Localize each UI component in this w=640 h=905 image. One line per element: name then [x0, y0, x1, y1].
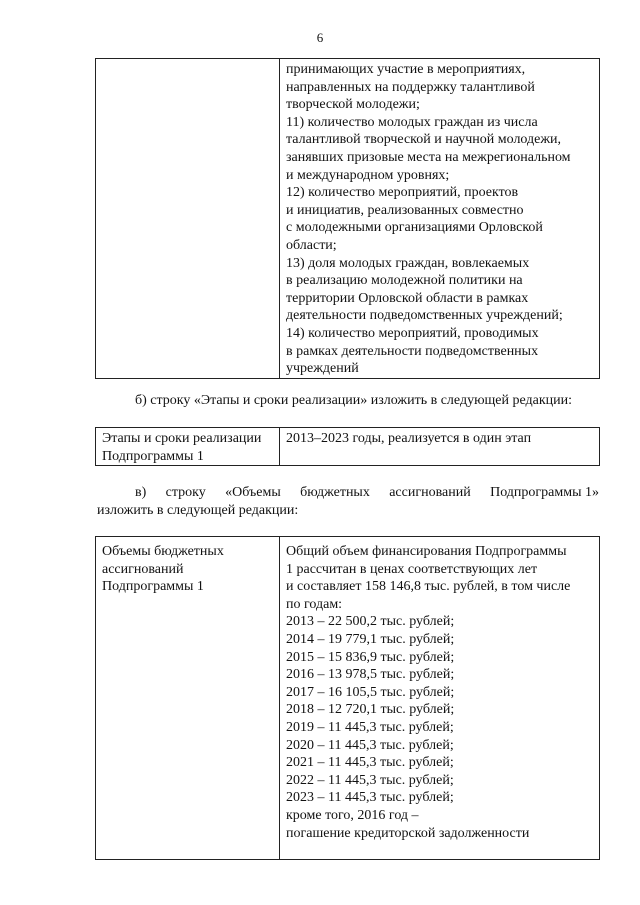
- word: в): [135, 485, 147, 500]
- text-line: 2014 – 19 779,1 тыс. рублей;: [286, 631, 455, 647]
- table2-right-cell: [280, 428, 600, 466]
- table3-right-text: [280, 541, 599, 842]
- stages-table: [95, 427, 600, 466]
- text-line: и инициатив, реализованных совместно: [286, 202, 524, 218]
- text-line: 12) количество мероприятий, проектов: [286, 185, 519, 201]
- table3-left-cell: [96, 537, 280, 860]
- table2-right-text: [280, 428, 599, 448]
- text-line: 2013–2023 годы, реализуется в один этап: [286, 431, 532, 446]
- table1-right-cell: [280, 59, 600, 379]
- text-line: Этапы и сроки реализации: [102, 431, 262, 446]
- table3-left-text: [96, 541, 279, 596]
- table3-right-cell: [280, 537, 600, 860]
- budget-table: [95, 536, 600, 860]
- text-line: 11) количество молодых граждан из числа: [286, 114, 538, 130]
- indicators-table: [95, 58, 600, 379]
- text-line: Подпрограммы 1: [102, 448, 204, 464]
- paragraph-v: [97, 484, 599, 520]
- paragraph-v-line1: [97, 484, 599, 502]
- text-line: 13) доля молодых граждан, вовлекаемых: [286, 255, 530, 271]
- word: «Объемы: [225, 485, 281, 500]
- text-line: 14) количество мероприятий, проводимых: [286, 325, 539, 341]
- text-line: занявших призовые места на межрегиональном: [286, 149, 571, 165]
- text-line: погашение кредиторской задолженности: [286, 825, 530, 841]
- word: бюджетных: [300, 485, 370, 500]
- table2-left-text: [96, 428, 279, 465]
- text-line: в рамках деятельности подведомственных: [286, 343, 539, 359]
- table1-left-cell: [96, 59, 280, 379]
- word: строку: [165, 485, 206, 500]
- table2-left-cell: [96, 428, 280, 466]
- text-line: Объемы бюджетных: [102, 544, 224, 559]
- text-line: территории Орловской области в рамках: [286, 290, 529, 306]
- text-line: 2020 – 11 445,3 тыс. рублей;: [286, 737, 454, 753]
- text-line: 2022 – 11 445,3 тыс. рублей;: [286, 772, 454, 788]
- text-line: области;: [286, 237, 337, 253]
- text-line: Общий объем финансирования Подпрограммы: [286, 544, 567, 559]
- text-line: принимающих участие в мероприятиях,: [286, 62, 526, 77]
- text-line: с молодежными организациями Орловской: [286, 220, 543, 236]
- text-line: 2021 – 11 445,3 тыс. рублей;: [286, 755, 454, 771]
- text-line: ассигнований: [102, 561, 184, 577]
- text-line: направленных на поддержку талантливой: [286, 79, 535, 95]
- text-line: по годам:: [286, 596, 343, 612]
- text-line: кроме того, 2016 год –: [286, 807, 419, 823]
- word: ассигнований: [389, 485, 471, 500]
- text-line: 2017 – 16 105,5 тыс. рублей;: [286, 684, 455, 700]
- paragraph-v-line2: изложить в следующей редакции:: [97, 503, 299, 518]
- text-line: 2013 – 22 500,2 тыс. рублей;: [286, 614, 455, 630]
- paragraph-b: б) строку «Этапы и сроки реализации» изложить в следующей редакции:: [135, 393, 573, 408]
- text-line: 2018 – 12 720,1 тыс. рублей;: [286, 702, 455, 718]
- text-line: творческой молодежи;: [286, 97, 420, 113]
- word: Подпрограммы 1»: [490, 485, 599, 500]
- text-line: и составляет 158 146,8 тыс. рублей, в том числе: [286, 579, 571, 595]
- table1-left-text: [96, 59, 279, 61]
- text-line: и международном уровнях;: [286, 167, 450, 183]
- text-line: Подпрограммы 1: [102, 579, 204, 595]
- text-line: талантливой творческой и научной молодежи,: [286, 132, 562, 148]
- table1-right-text: [280, 59, 599, 378]
- text-line: деятельности подведомственных учреждений;: [286, 308, 563, 324]
- text-line: 2015 – 15 836,9 тыс. рублей;: [286, 649, 455, 665]
- text-line: в реализацию молодежной политики на: [286, 273, 523, 289]
- text-line: 2019 – 11 445,3 тыс. рублей;: [286, 719, 454, 735]
- page-number: 6: [316, 30, 324, 45]
- text-line: 2016 – 13 978,5 тыс. рублей;: [286, 667, 455, 683]
- text-line: 2023 – 11 445,3 тыс. рублей;: [286, 790, 454, 806]
- text-line: учреждений: [286, 361, 359, 377]
- text-line: 1 рассчитан в ценах соответствующих лет: [286, 561, 538, 577]
